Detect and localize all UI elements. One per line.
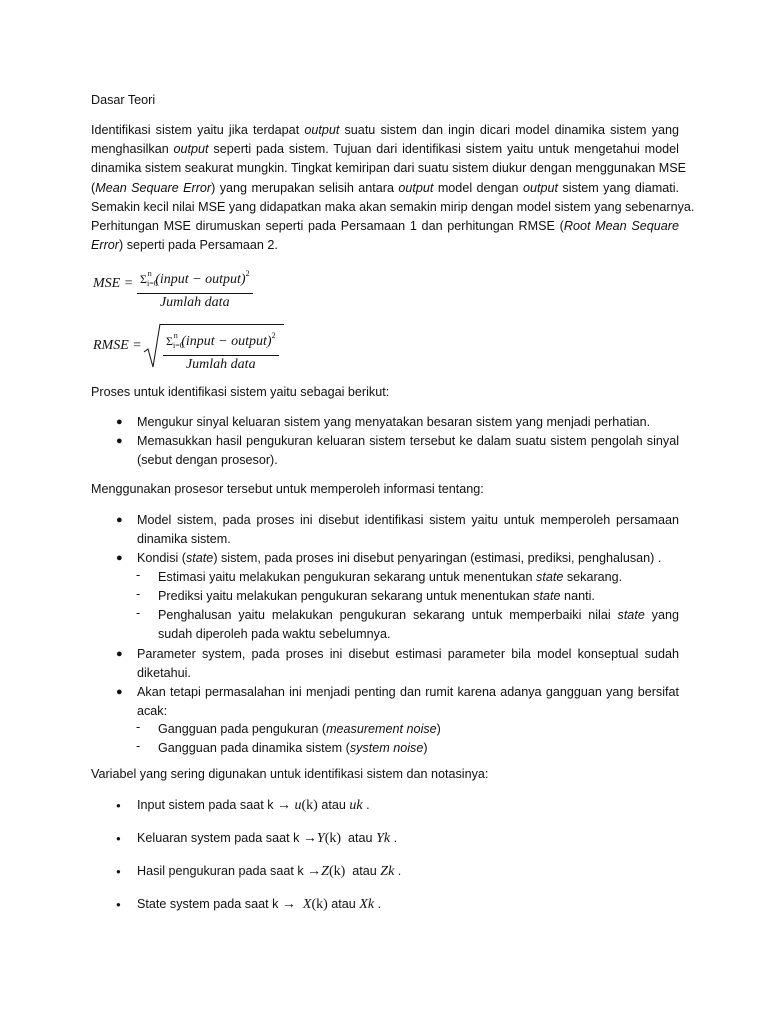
dash-icon: - — [136, 587, 141, 601]
intro-line-1: Identifikasi sistem yaitu jika terdapat output suatu sistem dan ingin dicari model dinamika sistem yang — [91, 123, 679, 137]
intro-paragraph — [91, 121, 695, 255]
intro-line-5: Semakin kecil nilai MSE yang didapatkan maka akan semakin mirip dengan model sistem yang sebenarnya. — [91, 199, 695, 214]
bullet-icon: ● — [116, 867, 121, 876]
variabel-item-keluaran: Keluaran system pada saat k →Y(k) atau Yk . — [137, 831, 398, 846]
mse-denominator: Jumlah data — [159, 295, 230, 310]
bullet-icon: ● — [116, 552, 123, 564]
variabel-item-hasil: Hasil pengukuran pada saat k →Z(k) atau Zk . — [137, 864, 402, 879]
info-subitem-measurement-noise: Gangguan pada pengukuran (measurement noise) — [158, 722, 441, 736]
proses-intro: Proses untuk identifikasi sistem yaitu sebagai berikut: — [91, 385, 390, 399]
rmse-denominator: Jumlah data — [185, 357, 256, 372]
intro-line-6: Perhitungan MSE dirumuskan seperti pada Persamaan 1 dan perhitungan RMSE (Root Mean Sequare — [91, 218, 680, 233]
section-heading: Dasar Teori — [91, 93, 156, 107]
dash-icon: - — [136, 606, 141, 620]
dash-icon: - — [136, 720, 141, 734]
info-subitem-system-noise: Gangguan pada dinamika sistem (system noise) — [158, 741, 428, 755]
sqrt-sign-icon — [142, 322, 162, 370]
bullet-icon: ● — [116, 900, 121, 909]
info-subitem-prediksi: Prediksi yaitu melakukan pengukuran sekarang untuk menentukan state nanti. — [158, 589, 595, 603]
mse-numerator: $\Sigma_{i=0}^n$ (input − output)$^2$ — [137, 265, 253, 294]
dash-icon: - — [136, 739, 141, 753]
rmse-lhs: RMSE = — [93, 338, 142, 353]
bullet-icon: ● — [116, 648, 123, 660]
bullet-icon: ● — [116, 834, 121, 843]
variabel-item-state: State system pada saat k → X(k) atau Xk . — [137, 897, 382, 912]
rmse-equation — [91, 322, 311, 372]
mse-lhs: MSE = — [93, 276, 134, 291]
dash-icon: - — [136, 568, 141, 582]
info-subitem-estimasi: Estimasi yaitu melakukan pengukuran sekarang untuk menentukan state sekarang. — [158, 570, 623, 584]
info-item-kondisi: Kondisi (state) sistem, pada proses ini disebut penyaringan (estimasi, prediksi, penghalusan) . — [137, 551, 662, 565]
bullet-icon: ● — [116, 686, 123, 698]
bullet-icon: ● — [116, 801, 121, 810]
info-item-parameter: Parameter system, pada proses ini disebut estimasi parameter bila model konseptual sudah diketahui. — [137, 647, 679, 680]
intro-line-2: menghasilkan output seperti pada sistem. Tujuan dari identifikasi sistem yaitu untuk mengetahui model — [91, 142, 679, 157]
proses-item-2: Memasukkan hasil pengukuran keluaran sistem tersebut ke dalam suatu sistem pengolah sinyal (sebut dengan prosesor). — [137, 434, 679, 467]
info-subitem-penghalusan: Penghalusan yaitu melakukan pengukuran sekarang untuk memperbaiki nilai state yang sudah diperoleh pada waktu sebelumnya. — [158, 608, 679, 641]
mse-equation — [91, 262, 291, 312]
info-item-model: Model sistem, pada proses ini disebut identifikasi sistem yaitu untuk memperoleh persamaan dinamika sistem. — [137, 513, 679, 546]
variabel-item-input: Input sistem pada saat k → u(k) atau uk . — [137, 798, 370, 813]
bullet-icon: ● — [116, 416, 123, 428]
info-item-gangguan: Akan tetapi permasalahan ini menjadi penting dan rumit karena adanya gangguan yang bersifat acak: — [137, 685, 679, 718]
mse-fraction — [137, 265, 253, 312]
rmse-numerator: $\Sigma_{i=0}^n$ (input − output)$^2$ — [163, 327, 279, 356]
intro-line-3: dinamika sistem seakurat mungkin. Tingkat kemiripan dari suatu sistem diukur dengan menggunakan MSE — [91, 161, 687, 176]
rmse-fraction — [163, 327, 279, 374]
proses-item-1: Mengukur sinyal keluaran sistem yang menyatakan besaran sistem yang menjadi perhatian. — [137, 415, 651, 429]
bullet-icon: ● — [116, 435, 123, 447]
bullet-icon: ● — [116, 514, 123, 526]
intro-line-4: (Mean Sequare Error) yang merupakan selisih antara output model dengan output sistem yang diamati. — [91, 180, 679, 195]
variabel-intro: Variabel yang sering digunakan untuk identifikasi sistem dan notasinya: — [91, 767, 489, 781]
intro-line-7: Error) seperti pada Persamaan 2. — [91, 238, 278, 253]
prosesor-intro: Menggunakan prosesor tersebut untuk memperoleh informasi tentang: — [91, 482, 484, 496]
